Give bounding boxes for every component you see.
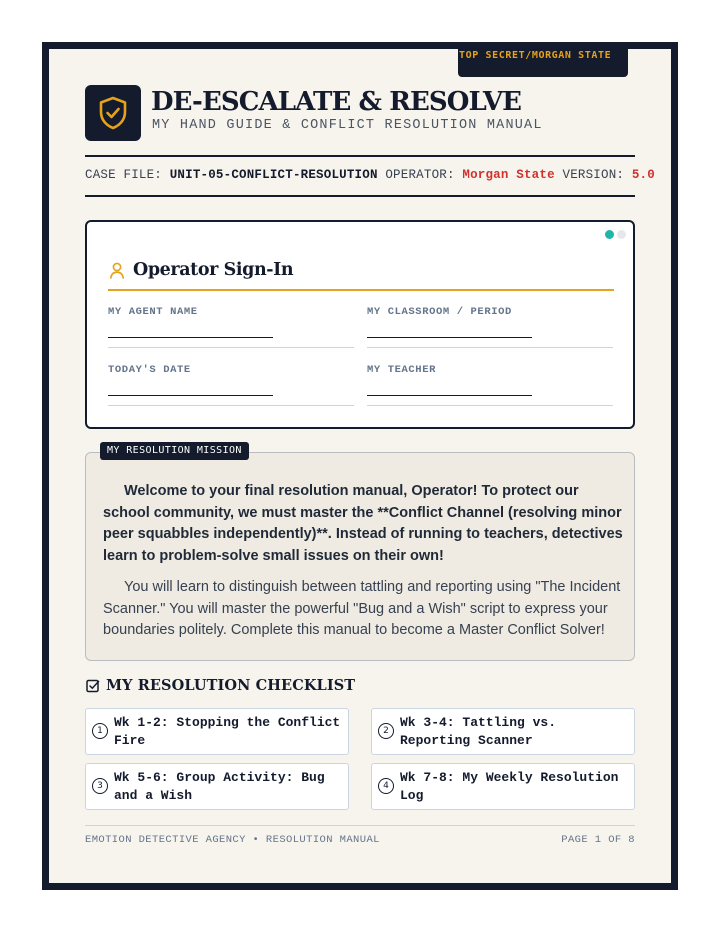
- classroom-label: MY CLASSROOM / PERIOD: [367, 306, 512, 318]
- case-meta: [85, 168, 655, 182]
- signin-title: Operator Sign-In: [133, 260, 294, 280]
- item-label: Wk 7-8: My Weekly Resolution Log: [400, 770, 619, 803]
- teacher-field[interactable]: [367, 395, 532, 396]
- teacher-underline: [367, 405, 613, 406]
- item-number-badge: 1: [92, 723, 108, 739]
- mission-paragraph-1: Welcome to your final resolution manual, Operator! To protect our school community, we must master the **Conflict Channel (resolving minor peer squabbles independently)**. Instead of running to teachers, detectives learn to problem-solve small issues on their own!: [103, 483, 623, 564]
- footer-page-number: PAGE 1 OF 8: [561, 834, 635, 846]
- page-subtitle: MY HAND GUIDE & CONFLICT RESOLUTION MANUAL: [152, 118, 543, 133]
- checklist-item[interactable]: [371, 763, 635, 810]
- checklist-item[interactable]: [85, 708, 349, 755]
- date-label: TODAY'S DATE: [108, 364, 191, 376]
- item-number-badge: 2: [378, 723, 394, 739]
- date-underline: [108, 405, 354, 406]
- status-dot-gray: [617, 230, 626, 239]
- header-rule-top: [85, 155, 635, 157]
- operator-value: Morgan State: [462, 168, 555, 182]
- footer-rule: [85, 825, 635, 826]
- checkbox-icon: [86, 679, 100, 693]
- item-label: Wk 3-4: Tattling vs. Reporting Scanner: [400, 715, 557, 748]
- mission-tag: MY RESOLUTION MISSION: [100, 442, 249, 460]
- version-value: 5.0: [631, 168, 655, 182]
- item-number-badge: 3: [92, 778, 108, 794]
- checklist-item[interactable]: [85, 763, 349, 810]
- operator-signin-card: [85, 220, 635, 429]
- version-label: VERSION:: [562, 168, 625, 182]
- case-file-label: CASE FILE:: [85, 168, 163, 182]
- checklist-title: MY RESOLUTION CHECKLIST: [106, 677, 356, 694]
- classification-tab: [458, 49, 628, 77]
- shield-logo: [85, 85, 141, 141]
- case-file-value: UNIT-05-CONFLICT-RESOLUTION: [169, 168, 378, 182]
- shield-check-icon: [98, 96, 128, 130]
- item-label: Wk 5-6: Group Activity: Bug and a Wish: [114, 770, 325, 803]
- footer-agency: EMOTION DETECTIVE AGENCY • RESOLUTION MANUAL: [85, 834, 380, 846]
- date-field[interactable]: [108, 395, 273, 396]
- checklist-heading: [86, 677, 355, 694]
- teacher-label: MY TEACHER: [367, 364, 437, 376]
- classification-label: TOP SECRET/MORGAN STATE: [459, 50, 612, 61]
- item-number-badge: 4: [378, 778, 394, 794]
- checklist-item[interactable]: [371, 708, 635, 755]
- signin-title-rule: [108, 289, 614, 291]
- agent-name-label: MY AGENT NAME: [108, 306, 198, 318]
- agent-name-field[interactable]: [108, 337, 273, 338]
- agent-name-underline: [108, 347, 354, 348]
- user-icon: [109, 262, 125, 279]
- page-title: DE-ESCALATE & RESOLVE: [151, 87, 522, 117]
- header-rule-bottom: [85, 195, 635, 197]
- classroom-field[interactable]: [367, 337, 532, 338]
- mission-paragraph-2: You will learn to distinguish between tattling and reporting using "The Incident Scanner." You will master the powerful "Bug and a Wish" script to express your boundaries politely. Complete this manual to become a Master Conflict Solver!: [103, 579, 621, 638]
- status-dot-teal: [605, 230, 614, 239]
- operator-label: OPERATOR:: [385, 168, 455, 182]
- item-label: Wk 1-2: Stopping the Conflict Fire: [114, 715, 341, 748]
- classroom-underline: [367, 347, 613, 348]
